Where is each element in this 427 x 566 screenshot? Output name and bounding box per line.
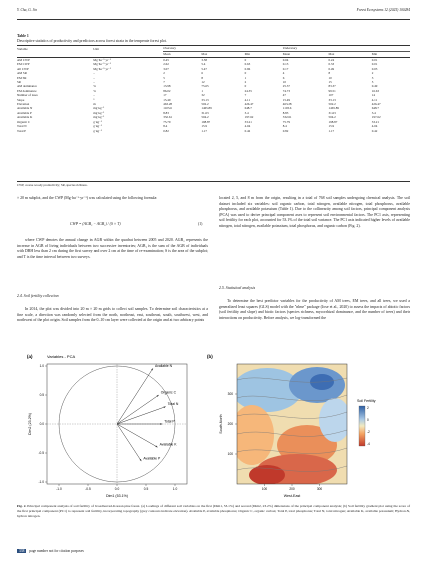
row-unit: – bbox=[93, 71, 95, 76]
cell-value: 198.87 bbox=[201, 119, 211, 124]
cell-value: 0.96 bbox=[244, 66, 251, 71]
tick-label: 100 bbox=[261, 487, 268, 491]
row-variable: SR bbox=[17, 80, 21, 85]
cell-value: 0.63 bbox=[244, 62, 251, 67]
loading-label: Available P bbox=[143, 456, 161, 461]
row-unit: mg·kg⁻¹ bbox=[93, 106, 105, 111]
cell-value: 1.17 bbox=[328, 128, 335, 133]
row-variable: Available K bbox=[17, 115, 33, 120]
tick-label: -1.0 bbox=[56, 487, 62, 491]
tick-label: 100 bbox=[227, 452, 233, 457]
cell-value: 4.04 bbox=[371, 124, 378, 129]
row-variable: Total N bbox=[17, 124, 27, 129]
cell-value: 0.82 bbox=[163, 128, 169, 133]
table-label: Table 1 bbox=[17, 34, 29, 38]
cell-value: 7 bbox=[163, 80, 165, 85]
row-variable: Slope bbox=[17, 97, 25, 102]
cell-value: 0.49 bbox=[371, 84, 378, 89]
cell-value: 3 bbox=[371, 75, 374, 80]
cell-value: 1 bbox=[201, 88, 203, 93]
row-unit: m bbox=[93, 102, 96, 107]
table-bottom-rule bbox=[17, 181, 410, 182]
row-unit: % bbox=[93, 88, 96, 93]
cell-value: 4.11 bbox=[371, 97, 378, 102]
pca-y-label: Dim2 (23.2%) bbox=[28, 413, 32, 435]
cell-value: 426.47 bbox=[371, 102, 381, 107]
table-footnote: CWP, coarse woody productivity; SR, species richness. bbox=[17, 183, 88, 187]
loading-label: Total N bbox=[167, 402, 179, 407]
cell-value: 33.13 bbox=[328, 97, 336, 102]
row-unit: g·kg⁻¹ bbox=[93, 124, 102, 129]
cell-value: 75.65 bbox=[201, 84, 209, 89]
row-unit: ° bbox=[93, 97, 95, 102]
row-unit: mg·kg⁻¹ bbox=[93, 115, 105, 120]
panel-a-title: Variables - PCA bbox=[47, 354, 76, 359]
cell-value: 13.98 bbox=[163, 84, 171, 89]
row-variable: AM CWP bbox=[17, 58, 30, 62]
cell-value: 197.62 bbox=[244, 115, 254, 120]
cell-value: 0 bbox=[244, 71, 247, 76]
cell-value: 0.42 bbox=[244, 128, 251, 133]
loading-label: Total P bbox=[164, 419, 175, 424]
tick-label: -0.5 bbox=[38, 451, 44, 456]
cell-value: 2.62 bbox=[163, 62, 169, 67]
colorbar-ticks bbox=[367, 406, 370, 446]
footer-text: page number not for citation purposes bbox=[29, 549, 84, 553]
tick-label: 300 bbox=[316, 487, 323, 491]
cell-value: 15 bbox=[328, 80, 332, 85]
loading-label: Organic C bbox=[160, 390, 177, 395]
colorbar-tick-label: -4 bbox=[367, 442, 370, 447]
cell-value: 1465.89 bbox=[328, 106, 339, 111]
cell-value: 0 bbox=[244, 58, 247, 62]
row-unit: % bbox=[93, 84, 96, 89]
left-column-top bbox=[17, 196, 208, 202]
cell-value: 332.61 bbox=[282, 115, 292, 120]
table-row bbox=[17, 129, 410, 133]
cell-value: 3.58 bbox=[201, 58, 207, 62]
left-column-soil bbox=[17, 307, 208, 324]
cell-value: 3.07 bbox=[163, 66, 169, 71]
header-authors: Y. Cha, G. Jin bbox=[17, 8, 38, 12]
cell-value: 12 bbox=[201, 80, 205, 85]
cell-value: 32 bbox=[201, 93, 205, 98]
pca-y-ticks bbox=[39, 364, 48, 484]
cell-value: 75.79 bbox=[282, 119, 290, 124]
figure-2 bbox=[17, 350, 410, 500]
row-unit: Mg·ha⁻¹·yr⁻¹ bbox=[93, 58, 111, 62]
row-unit: – bbox=[93, 80, 95, 85]
tick-label: 300 bbox=[227, 392, 233, 397]
cell-value: 8.4 bbox=[163, 124, 168, 129]
section-heading: 2.4. Soil fertility collection bbox=[17, 294, 59, 298]
panel-a-label: (a) bbox=[27, 354, 33, 359]
cell-value: 0 bbox=[244, 84, 247, 89]
cell-value: 33.21 bbox=[244, 119, 252, 124]
colorbar-tick-label: 0 bbox=[367, 418, 369, 423]
equation-number: (1) bbox=[198, 222, 203, 226]
cell-value: 25.37 bbox=[282, 84, 290, 89]
cell-value: 74.73 bbox=[282, 88, 290, 93]
legend-title: Soil Fertility bbox=[357, 399, 376, 403]
cell-value: 4.04 bbox=[244, 124, 251, 129]
cell-value: 504.2 bbox=[201, 115, 209, 120]
colorbar-tick-label: 2 bbox=[367, 406, 369, 411]
cell-value: 15.49 bbox=[282, 97, 290, 102]
cell-value: 75.79 bbox=[163, 119, 171, 124]
header-rule bbox=[17, 19, 410, 20]
map-x-ticks bbox=[262, 484, 323, 491]
tick-label: 1.0 bbox=[39, 364, 44, 369]
cell-value: 648.7 bbox=[371, 106, 379, 111]
cell-value: 197.62 bbox=[371, 115, 381, 120]
cell-value: 0.49 bbox=[328, 66, 335, 71]
equation: CWP = (AGB₂ − AGB₁) / (S × T) bbox=[70, 222, 121, 226]
cell-value: 502.2 bbox=[328, 102, 336, 107]
cell-value: 3.4 bbox=[371, 110, 376, 115]
loading-label: Available N bbox=[154, 363, 173, 368]
cell-value: 426.47 bbox=[244, 102, 254, 107]
cell-value: 24.35 bbox=[244, 88, 252, 93]
cell-value: 8.83 bbox=[163, 110, 169, 115]
cell-value: 0.01 bbox=[371, 58, 378, 62]
cell-value: 1103.6 bbox=[282, 106, 292, 111]
row-unit: – bbox=[93, 93, 95, 98]
cell-value: 5.47 bbox=[201, 66, 207, 71]
cell-value: 8 bbox=[201, 75, 203, 80]
loading-label: Available K bbox=[159, 442, 177, 447]
col-unit: Unit bbox=[93, 46, 99, 51]
figure-svg bbox=[17, 350, 410, 500]
col-variable: Variable bbox=[17, 46, 28, 51]
colorbar bbox=[359, 406, 365, 446]
cell-value: 0.01 bbox=[371, 62, 378, 67]
cell-value: 0.24 bbox=[328, 58, 335, 62]
page-footer bbox=[17, 549, 84, 553]
cell-value: 0.42 bbox=[371, 128, 378, 133]
figure-label: Fig. 2. bbox=[17, 504, 27, 508]
cell-value: 502.2 bbox=[201, 102, 209, 107]
cell-value: 31.63 bbox=[328, 110, 336, 115]
map-x-label: West-East bbox=[283, 494, 301, 498]
section-heading: 2.5. Statistical analysis bbox=[219, 286, 256, 290]
pca-x-ticks bbox=[56, 484, 177, 491]
sub-header: Mean bbox=[163, 52, 171, 57]
cell-value: 0.45 bbox=[163, 58, 169, 62]
cell-value: 7 bbox=[244, 93, 247, 98]
row-unit: Mg·ha⁻¹·yr⁻¹ bbox=[93, 66, 111, 71]
cell-value: 0.03 bbox=[371, 66, 378, 71]
paragraph: located 2, 5, and 8 m from the origin, resulting in a total of 768 soil samples undergoing chemical analysis. The soil dataset included six variables: soil organic carbon, total nitrogen, available nitrogen, total phosphorus, available phosphorus, and available potassium (Table 1). Due to the collinearity among soil factors, principal component analysis (PCA) was used to derive principal component axes to represent soil environmental factors. The PC1 axis, representing soil fertility for each plot, accounted for 53.1% of the total soil variance. The PC1 axis indicated higher levels of available nitrogen, total nitrogen, available potassium, total phosphorus, and organic carbon (Fig. 2). bbox=[219, 196, 410, 228]
tick-label: 0.5 bbox=[39, 393, 44, 398]
group-overstory: Overstory bbox=[163, 46, 283, 52]
cell-value: 0.82 bbox=[282, 128, 289, 133]
cell-value: 1103.6 bbox=[163, 106, 172, 111]
row-variable: AM dominance bbox=[17, 84, 37, 89]
cell-value: 86.02 bbox=[163, 88, 171, 93]
paragraph: In 2014, the plot was divided into 20 m × 20 m grids to collect soil samples. To determine soil characteristics at a fine scale, a direction was randomly selected from the north, northeast, east, southeast, south, southwest, west, and northwest of the plot origin. Soil samples from the 0–10 cm layer were collected at the origin and at two arbitrary points bbox=[17, 307, 208, 323]
figure-caption-text: Principal component analysis of soil fertility of broadleaved-Korean pine forest. (a) Loadings of different soil variables on the first (Dim1, 53.1%) and second (Dim2, 23.2%) dimensions of the principal component analysis; (b) Soil fertility gradient plot using the score of the first principal component (PC1) to represent soil fertility, incorporating topography (grey contours indicate elevation). Available P, available phosphorus; Organic C, organic carbon; Total P, total phosphorus; Total N, total nitrogen; Available K, available potassium; Hydron.N, hydron nitrogen. bbox=[17, 504, 410, 518]
running-header bbox=[17, 8, 410, 17]
cell-value: 8.83 bbox=[282, 110, 289, 115]
cell-value: 0.17 bbox=[282, 66, 289, 71]
row-variable: Elevation bbox=[17, 102, 30, 107]
cell-value: 504.2 bbox=[328, 115, 336, 120]
cell-value: 5 bbox=[371, 80, 374, 85]
cell-value: 6 bbox=[282, 75, 285, 80]
panel-b-label: (b) bbox=[207, 354, 213, 359]
figure-caption bbox=[17, 504, 410, 519]
row-variable: AM SR bbox=[17, 71, 27, 76]
header-journal: Forest Ecosystems 12 (2025) 100284 bbox=[356, 8, 410, 12]
cell-value: 10 bbox=[282, 80, 286, 85]
row-unit: g·kg⁻¹ bbox=[93, 128, 102, 133]
soil-fertility-map bbox=[227, 364, 351, 486]
table-title: Descriptive statistics of productivity and predictors across forest strata in the temperate forest plot. bbox=[17, 38, 167, 43]
cell-value: 99.51 bbox=[328, 88, 336, 93]
tick-label: -0.5 bbox=[85, 487, 91, 491]
cell-value: 0.04 bbox=[282, 58, 289, 62]
cell-value: 463.28 bbox=[282, 102, 292, 107]
sub-header: Min bbox=[244, 52, 250, 57]
map-y-label: South-North bbox=[219, 414, 223, 434]
tick-label: 200 bbox=[227, 422, 233, 427]
cell-value: 8.4 bbox=[282, 124, 287, 129]
cell-value: 15.9 bbox=[201, 124, 207, 129]
page-number: 338 bbox=[19, 549, 25, 553]
map-y-ticks bbox=[228, 392, 237, 456]
cell-value: 10 bbox=[328, 75, 332, 80]
paragraph: × 20 m subplot, and the CWP (Mg·ha⁻¹·yr⁻¹) was calculated using the following formula: bbox=[17, 196, 158, 200]
row-variable: Number of trees bbox=[17, 93, 38, 98]
tick-label: 200 bbox=[289, 487, 295, 491]
cell-value: 5.4 bbox=[201, 62, 206, 67]
cell-value: 1.17 bbox=[201, 128, 207, 133]
cell-value: 17 bbox=[163, 93, 167, 98]
group-understory: Understory bbox=[283, 46, 410, 52]
cell-value: 3.4 bbox=[244, 110, 249, 115]
paragraph: To determine the best predictor variables for the productivity of AM trees, EM trees, and all trees, we used a generalized least squares (GLS) model with the "nlme" package (Jose et al., 2020) to assess the impacts of abiotic factors (soil fertility and slope) and biotic factors (species richness, mycorrhizal dominance, and the number of trees) and their interactions on productivity. Before analysis, we log-transformed the bbox=[219, 299, 410, 320]
tick-label: 0.0 bbox=[114, 487, 120, 491]
cell-value: 5 bbox=[163, 75, 165, 80]
cell-value: 47 bbox=[282, 93, 286, 98]
cell-value: 83.37 bbox=[328, 84, 336, 89]
row-unit: Mg·ha⁻¹·yr⁻¹ bbox=[93, 62, 111, 67]
row-unit: mg·kg⁻¹ bbox=[93, 110, 105, 115]
cell-value: 198.87 bbox=[328, 119, 338, 124]
tick-label: 0.5 bbox=[143, 487, 149, 491]
row-variable: All CWP bbox=[17, 66, 29, 71]
pca-x-label: Dim1 (53.1%) bbox=[106, 494, 128, 498]
row-variable: Available N bbox=[17, 106, 33, 111]
cell-value: 8 bbox=[328, 71, 331, 76]
cell-value: 1 bbox=[244, 75, 247, 80]
table-body bbox=[17, 58, 410, 133]
cell-value: 4.11 bbox=[244, 97, 251, 102]
cell-value: 463.28 bbox=[163, 102, 172, 107]
paragraph: where CWP denotes the annual change in AGB within the quadrat between 2005 and 2020. AGB₂ represents the increase in AGB of living individuals between two successive inventories; AGB₁ is the sum of the AGB of individuals with DBH less than 2 cm during the first survey and over 2 cm at the time of re-examination; S is the area of the subplot; and T is the time interval between two surveys. bbox=[17, 238, 208, 259]
colorbar-tick-label: -2 bbox=[367, 430, 370, 435]
cell-value: 14 bbox=[371, 93, 375, 98]
tick-label: -1.0 bbox=[38, 480, 44, 485]
tick-label: 1.0 bbox=[172, 487, 178, 491]
sub-header: Mean bbox=[282, 52, 291, 57]
left-column-definition bbox=[17, 238, 208, 260]
row-variable: EM CWP bbox=[17, 62, 30, 67]
cell-value: 0.13 bbox=[282, 62, 289, 67]
cell-value: 0.33 bbox=[328, 62, 335, 67]
cell-value: 33.21 bbox=[371, 119, 379, 124]
cell-value: 2 bbox=[244, 80, 247, 85]
row-unit: – bbox=[93, 75, 95, 80]
cell-value: 15.49 bbox=[163, 97, 171, 102]
right-column-top bbox=[219, 196, 410, 230]
cell-value: 2 bbox=[163, 71, 165, 76]
right-column-stats bbox=[219, 299, 410, 321]
cell-value: 31.63 bbox=[201, 110, 209, 115]
sub-header: Max bbox=[328, 52, 335, 57]
cell-value: 6 bbox=[201, 71, 203, 76]
sub-header: Max bbox=[201, 52, 208, 57]
row-variable: EM dominance bbox=[17, 88, 37, 93]
sub-header: Min bbox=[371, 52, 378, 57]
cell-value: 1465.89 bbox=[201, 106, 212, 111]
row-variable: EM SR bbox=[17, 75, 27, 80]
table-caption bbox=[17, 34, 167, 44]
descriptive-statistics-table bbox=[17, 46, 410, 133]
row-variable: Available P bbox=[17, 110, 32, 115]
cell-value: 648.7 bbox=[244, 106, 252, 111]
tick-label: 0.0 bbox=[39, 422, 44, 427]
cell-value: 16.63 bbox=[371, 88, 379, 93]
cell-value: 332.61 bbox=[163, 115, 172, 120]
cell-value: 4 bbox=[282, 71, 285, 76]
row-variable: Total P bbox=[17, 128, 27, 133]
cell-value: 107 bbox=[328, 93, 334, 98]
row-unit: g·kg⁻¹ bbox=[93, 119, 102, 124]
cell-value: 15.9 bbox=[328, 124, 335, 129]
row-variable: Organic C bbox=[17, 119, 31, 124]
cell-value: 33.13 bbox=[201, 97, 209, 102]
cell-value: 2 bbox=[371, 71, 374, 76]
